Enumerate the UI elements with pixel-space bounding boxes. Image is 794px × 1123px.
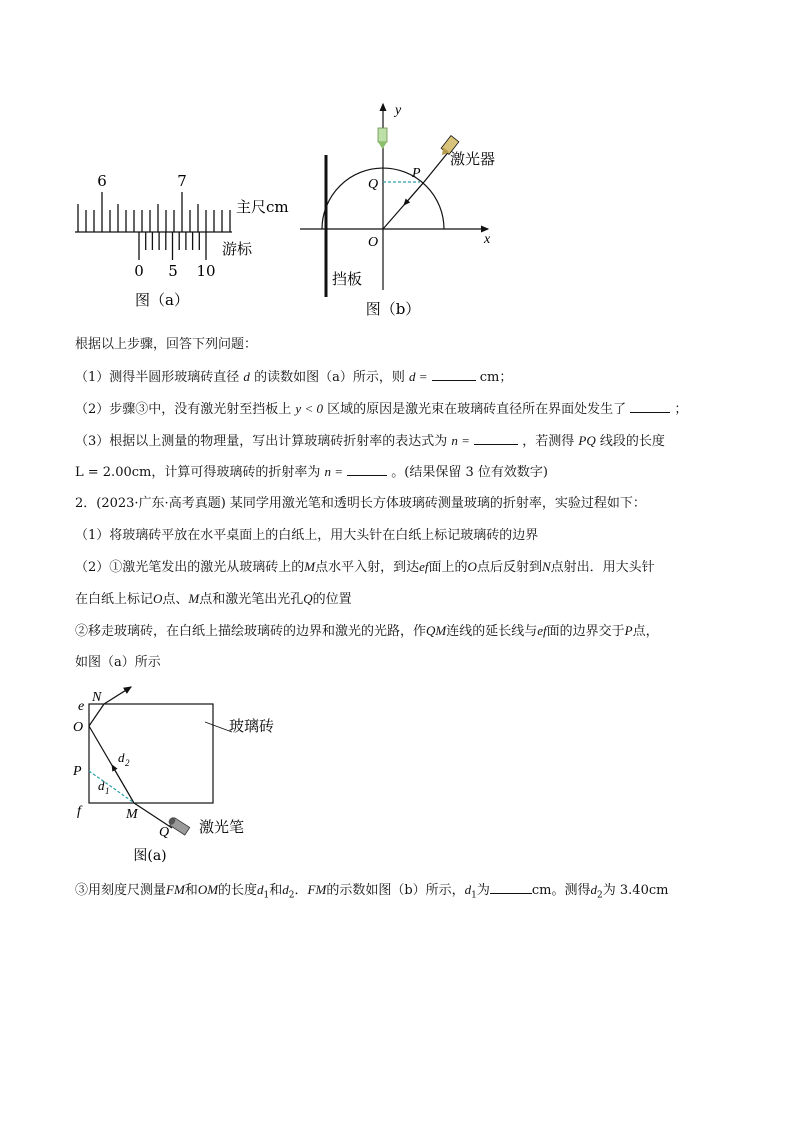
answer-blank-d1[interactable] [490, 881, 532, 894]
d1-sub-label: 1 [105, 786, 110, 796]
vernier-10: 10 [196, 262, 216, 280]
d1-label: d [98, 778, 105, 793]
point-m-label: M [126, 807, 138, 822]
glass-leader-line [205, 722, 232, 732]
laser-pen-icon [167, 816, 189, 835]
edge-f-label: f [77, 804, 81, 819]
main-ruler-label: 主尺cm [236, 198, 289, 216]
q2-step1: （1）将玻璃砖平放在水平桌面上的白纸上，用大头针在白纸上标记玻璃砖的边界 [75, 528, 539, 543]
q2-step3: ②移走玻璃砖，在白纸上描绘玻璃砖的边界和激光的光路，作QM连线的延长线与ef面的边界交于P点， [75, 623, 659, 639]
laser-pen-label: 激光笔 [199, 818, 245, 836]
q1-part3: （3）根据以上测量的物理量，写出计算玻璃砖折射率的表达式为 n = ，若测得 PQ 线段的长度 [75, 433, 665, 449]
vernier-5: 5 [168, 262, 178, 280]
vernier-caliper-figure [75, 192, 232, 260]
main-tick-7: 7 [177, 172, 187, 190]
d2-label: d [118, 750, 125, 765]
point-q-label: Q [368, 177, 379, 192]
ray-on [89, 704, 104, 726]
baffle-label: 挡板 [332, 270, 363, 288]
y-axis-label: y [395, 103, 402, 118]
origin-label: O [368, 235, 379, 250]
ray-om-arrow [112, 765, 134, 803]
figure-b-caption: 图（b） [365, 300, 421, 318]
q2-title: 2．(2023·广东·高考真题) 某同学用激光笔和透明长方体玻璃砖测量玻璃的折射率，实验过程如下： [75, 496, 646, 511]
top-pin-icon [378, 128, 387, 149]
intro-line: 根据以上步骤，回答下列问题： [75, 337, 258, 352]
answer-blank-phenomenon[interactable] [630, 400, 670, 413]
vernier-label: 游标 [222, 240, 253, 258]
q2-step2: （2）①激光笔发出的激光从玻璃砖上的M点水平入射，到达ef面上的O点后反射到N点射出．用大头针 [75, 559, 655, 575]
answer-blank-index[interactable] [347, 463, 387, 476]
x-axis-label: x [484, 232, 491, 247]
main-ruler-ticks [78, 192, 230, 232]
q2-step4: ③用刻度尺测量FM和OM的长度$d_1$和$d_2$．FM的示数如图（b）所示，$d_1$为 cm。测得$d_2$为 3.40cm [75, 882, 669, 901]
glass-block-figure [89, 687, 232, 828]
q1-part1: （1）测得半圆形玻璃砖直径 d 的读数如图（a）所示，则 d = cm； [75, 369, 513, 385]
point-n-label: N [92, 690, 102, 705]
q2-step2-cont: 在白纸上标记O点、M点和激光笔出光孔Q的位置 [75, 591, 352, 607]
answer-blank-expression[interactable] [474, 432, 518, 445]
main-tick-6: 6 [97, 172, 107, 190]
vernier-0: 0 [134, 262, 144, 280]
d2-sub-label: 2 [125, 758, 130, 768]
vernier-ticks [139, 232, 206, 260]
point-p-label-c: P [73, 764, 82, 779]
laser-label: 激光器 [450, 150, 496, 168]
glass-label: 玻璃砖 [229, 717, 275, 735]
incident-ray [424, 150, 450, 182]
figure-c-caption: 图(a) [133, 848, 167, 864]
ray-exit [104, 687, 131, 704]
answer-blank-d[interactable] [432, 368, 476, 381]
point-q-label-c: Q [159, 825, 170, 840]
refraction-setup-figure [300, 104, 488, 297]
qm-extension-dashed [89, 771, 140, 807]
q1-part4: L = 2.00cm，计算可得玻璃砖的折射率为 n = 。(结果保留 3 位有效数字) [75, 464, 548, 480]
point-p-label: P [412, 166, 421, 181]
q2-step3-cont: 如图（a）所示 [75, 655, 161, 670]
q1-part2: （2）步骤③中，没有激光射至挡板上 y < 0 区域的原因是激光束在玻璃砖直径所在界面处发生了 ； [75, 401, 688, 417]
figure-a-caption: 图（a） [135, 291, 189, 309]
point-o-label: O [73, 720, 84, 735]
edge-e-label: e [78, 699, 85, 714]
ray-arrow [404, 182, 424, 205]
